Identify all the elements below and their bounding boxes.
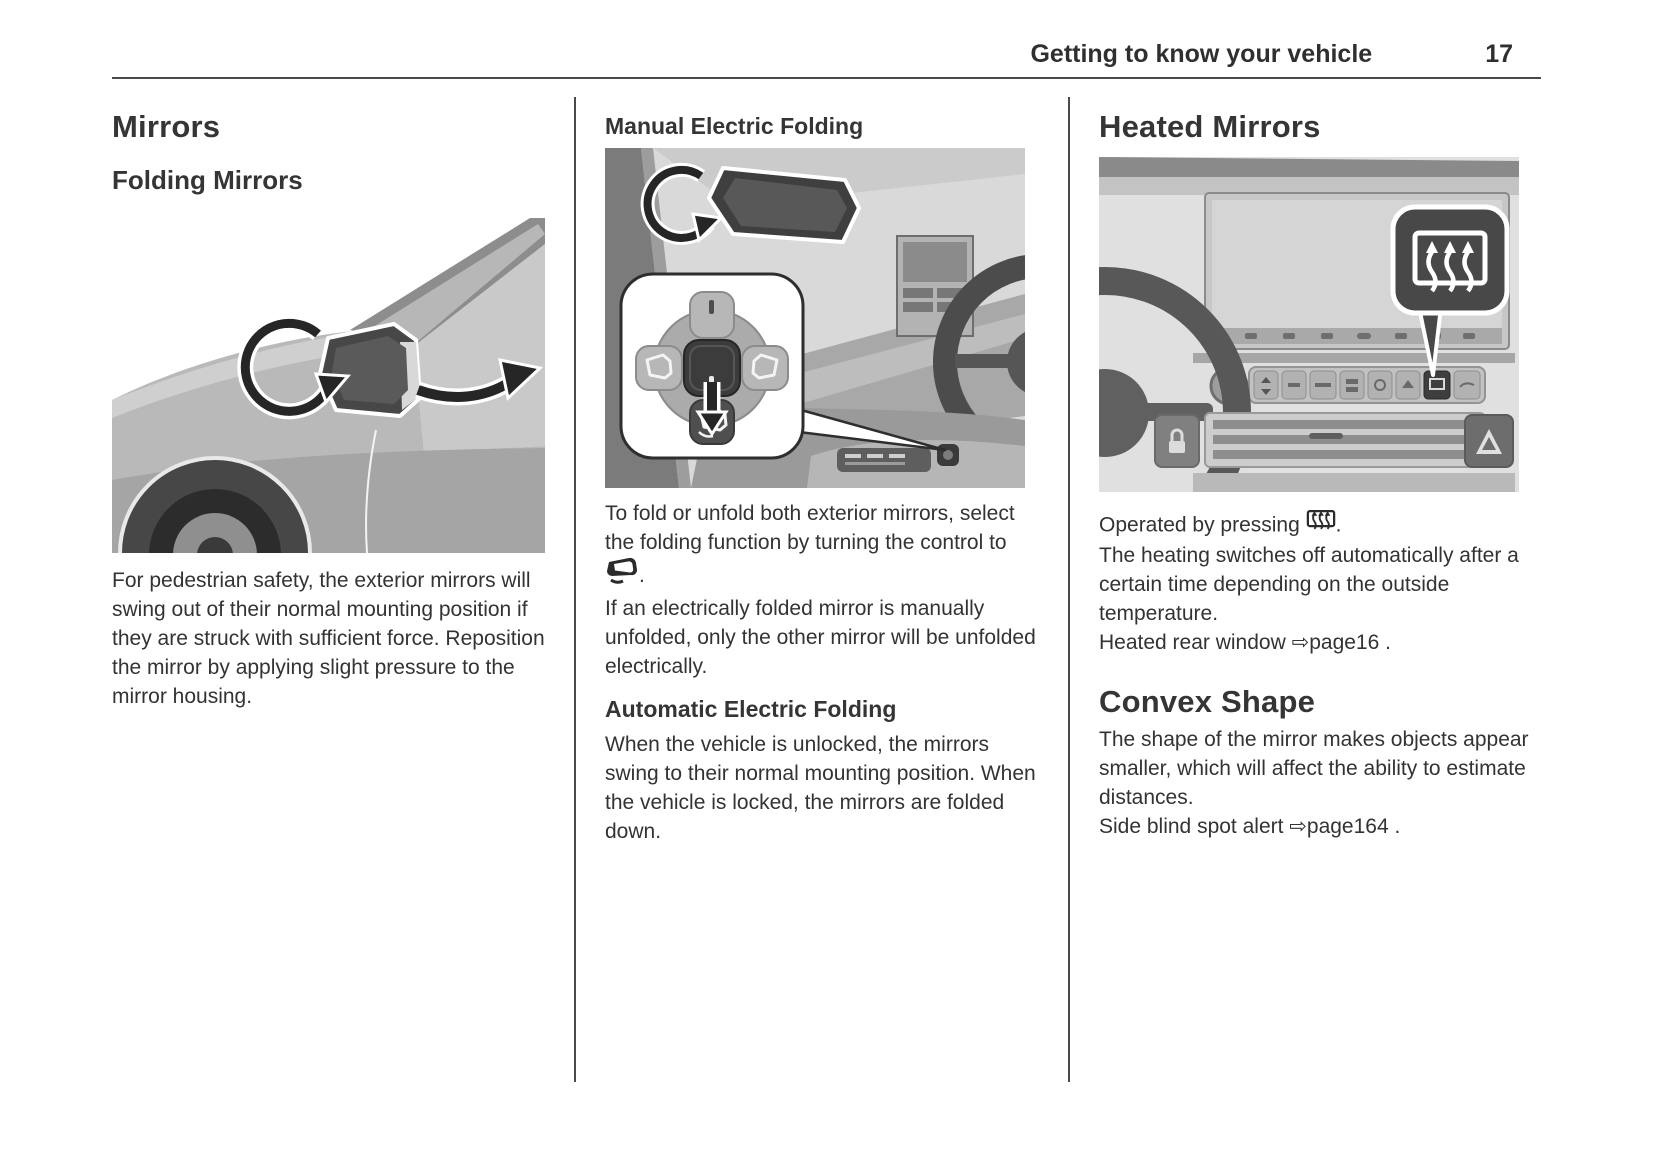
folding-mirror-figure <box>112 218 545 553</box>
mirror-fold-icon <box>605 556 639 593</box>
heated-mirror-figure <box>1099 157 1519 492</box>
mirror-control-figure <box>605 148 1025 488</box>
heated-rear-window-icon <box>1306 508 1336 540</box>
mirror-control-knob <box>937 444 959 466</box>
folding-mirrors-paragraph: For pedestrian safety, the exterior mirrors will swing out of their normal mounting position if they are struck with sufficient force. Reposition the mirror by applying slight pressure to the mirror housing. <box>112 569 545 708</box>
center-vents <box>1205 413 1485 467</box>
heated-rear-window-reference: Heated rear window ⇨page16 . <box>1099 630 1391 654</box>
heated-mirrors-paragraph-2: The heating switches off automatically after a certain time depending on the outside temperature. <box>1099 543 1519 625</box>
section-title: Getting to know your vehicle <box>1030 40 1373 68</box>
page-header <box>0 0 1653 77</box>
convex-shape-paragraph: The shape of the mirror makes objects appear smaller, which will affect the ability to estimate distances. <box>1099 727 1529 809</box>
column-mirrors <box>112 97 545 1082</box>
exterior-mirror <box>320 324 420 416</box>
mirrors-title: Mirrors <box>112 109 221 144</box>
heated-mirrors-paragraph-1: Operated by pressing . <box>1099 510 1531 542</box>
folding-mirrors-subtitle: Folding Mirrors <box>112 165 303 195</box>
automatic-electric-folding-subtitle: Automatic Electric Folding <box>605 695 897 722</box>
lock-button <box>1155 415 1199 467</box>
manual-folding-paragraph-1: To fold or unfold both exterior mirrors, select the folding function by turning the control to . <box>605 500 1039 595</box>
climate-button-row <box>1249 367 1485 403</box>
column-divider <box>574 97 576 1082</box>
heated-rear-window-button <box>1424 371 1450 399</box>
column-divider <box>1068 97 1070 1082</box>
convex-shape-title: Convex Shape <box>1099 683 1316 719</box>
hazard-button <box>1465 415 1513 467</box>
exterior-mirror <box>709 168 859 242</box>
page-ref-link-16[interactable]: ⇨page16 . <box>1291 630 1391 654</box>
page-ref-link-164[interactable]: ⇨page164 . <box>1289 814 1401 838</box>
manual-electric-folding-subtitle: Manual Electric Folding <box>605 113 864 139</box>
side-blind-spot-reference: Side blind spot alert ⇨page164 . <box>1099 814 1401 838</box>
column-heated-mirrors <box>1099 97 1531 1082</box>
page-number: 17 <box>1485 40 1513 68</box>
automatic-folding-paragraph: When the vehicle is unlocked, the mirrors swing to their normal mounting position. When the vehicle is locked, the mirrors are folded down. <box>605 732 1036 843</box>
page-content <box>0 79 1653 1082</box>
manual-folding-paragraph-2: If an electrically folded mirror is manually unfolded, only the other mirror will be unfolded electrically. <box>605 596 1036 678</box>
heated-rear-window-callout <box>1393 207 1507 313</box>
window-switches <box>837 448 931 472</box>
column-manual-electric-folding <box>605 97 1039 1082</box>
heated-mirrors-title: Heated Mirrors <box>1099 109 1321 144</box>
